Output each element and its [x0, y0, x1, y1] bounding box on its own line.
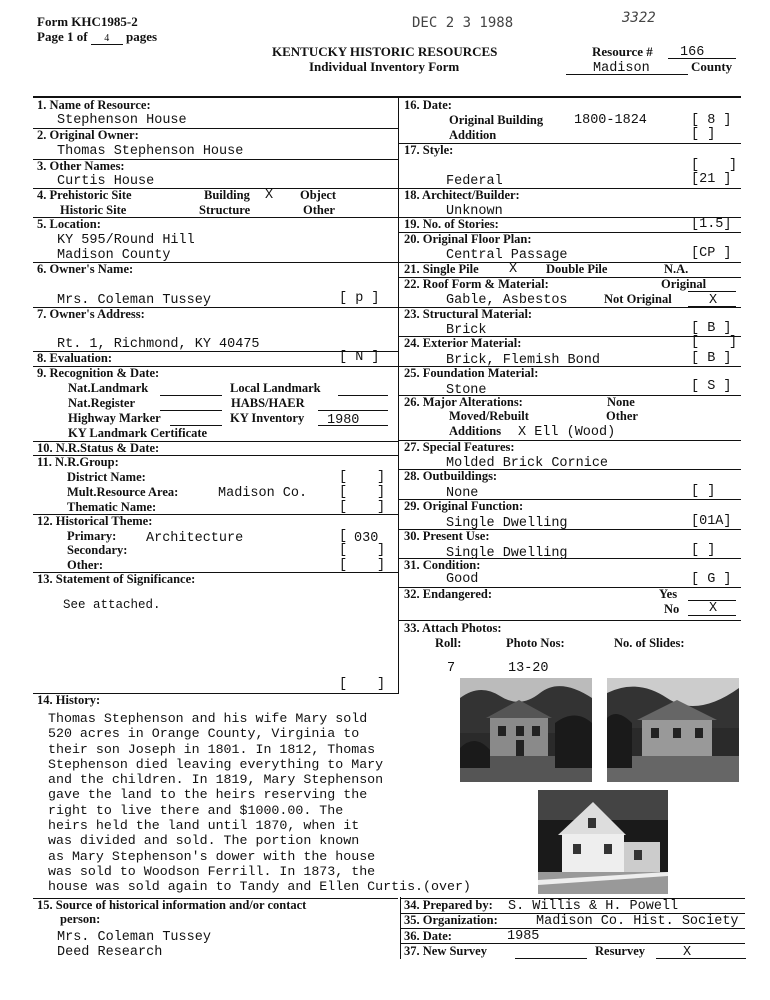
f5-label: 5. Location: [37, 217, 101, 231]
f4-building-mark: X [265, 188, 274, 203]
f27-label: 27. Special Features: [404, 440, 515, 454]
bracket-close: ] [729, 335, 738, 350]
exterior-code: [ B ] [691, 351, 732, 366]
history-line: 520 acres in Orange County, Virginia to [48, 726, 360, 742]
style-value: Federal [446, 174, 503, 189]
f25-label: 25. Foundation Material: [404, 366, 539, 380]
resurvey-mark: X [683, 945, 692, 960]
history-line: and the children. In 1819, Mary Stephenson [48, 772, 384, 788]
page-count [37, 29, 157, 45]
f21-label: 21. Single Pile [404, 262, 479, 276]
bracket-open: [ [691, 335, 700, 350]
owner-address: Rt. 1, Richmond, KY 40475 [57, 337, 260, 352]
f13-label: 13. Statement of Significance: [37, 572, 196, 586]
bracket-open: [ [339, 500, 348, 515]
f9-natlandmark: Nat.Landmark [68, 381, 149, 395]
history-text [48, 711, 471, 895]
f4-structure: Structure [199, 203, 251, 217]
bracket-close: ] [729, 158, 738, 173]
f30-label: 30. Present Use: [404, 529, 490, 543]
additions-value: X Ell (Wood) [518, 425, 616, 440]
original-function-code: [01A] [691, 514, 732, 529]
foundation-code: [ S ] [691, 379, 732, 394]
floor-plan-code: [CP ] [691, 246, 732, 261]
organization-value: Madison Co. Hist. Society [536, 914, 739, 929]
county-label: County [691, 59, 733, 74]
location-line-2: Madison County [57, 248, 171, 263]
other-names: Curtis House [57, 174, 155, 189]
survey-date-value: 1985 [507, 929, 540, 944]
roof-value: Gable, Asbestos [446, 293, 568, 308]
prepared-by-value: S. Willis & H. Powell [508, 899, 679, 914]
f16-orig: Original Building [449, 113, 544, 127]
f11-mult: Mult.Resource Area: [67, 485, 179, 499]
f14-label: 14. History: [37, 693, 101, 707]
primary-theme-code: 030 [354, 531, 379, 546]
form-id: Form KHC1985-2 [37, 14, 138, 29]
f16-add: Addition [449, 128, 497, 142]
bracket-close: ] [377, 677, 386, 692]
style-code: [21 ] [691, 172, 732, 187]
f8-label: 8. Evaluation: [37, 351, 113, 365]
resource-name: Stephenson House [57, 113, 187, 128]
f3-label: 3. Other Names: [37, 159, 125, 173]
f18-label: 18. Architect/Builder: [404, 188, 520, 202]
f33-label: 33. Attach Photos: [404, 621, 502, 635]
original-building-date: 1800-1824 [574, 113, 647, 128]
source-research: Deed Research [57, 945, 163, 960]
f20-label: 20. Original Floor Plan: [404, 232, 532, 246]
f9-highway: Highway Marker [68, 411, 161, 425]
original-owner: Thomas Stephenson House [57, 144, 244, 159]
stories-code: [1.5] [691, 217, 732, 232]
form-title: KENTUCKY HISTORIC RESOURCES [272, 44, 498, 59]
original-building-code: [ 8 ] [691, 113, 732, 128]
owner-code: [ p ] [339, 291, 380, 306]
f26-moved: Moved/Rebuilt [449, 409, 529, 423]
f15-label-1: 15. Source of historical information and/or contact [37, 898, 307, 912]
roll-value: 7 [447, 661, 456, 676]
history-line: was sold to Woodson Ferrill. In 1873, the [48, 863, 376, 879]
f1-label: 1. Name of Resource: [37, 98, 151, 112]
f6-label: 6. Owner's Name: [37, 262, 134, 276]
f36-label: 36. Date: [404, 929, 452, 943]
primary-theme: Architecture [146, 531, 244, 546]
f9-kyinv: KY Inventory [230, 411, 305, 425]
photo-nos-value: 13-20 [508, 661, 549, 676]
bracket-close: ] [377, 558, 386, 573]
f29-label: 29. Original Function: [404, 499, 524, 513]
f33-roll: Roll: [435, 636, 462, 650]
house-photo-2 [607, 678, 739, 782]
bracket-open: [ [339, 558, 348, 573]
f9-local: Local Landmark [230, 381, 321, 395]
f32-no: No [664, 602, 680, 616]
f12-label: 12. Historical Theme: [37, 514, 153, 528]
handwritten-number: 3322 [622, 10, 656, 26]
f17-label: 17. Style: [404, 143, 454, 157]
single-pile-mark: X [509, 262, 518, 277]
f24-label: 24. Exterior Material: [404, 336, 522, 350]
f9-natregister: Nat.Register [68, 396, 135, 410]
history-line: heirs held the land until 1870, when it [48, 818, 360, 834]
special-features-value: Molded Brick Cornice [446, 456, 609, 471]
location-line-1: KY 595/Round Hill [57, 233, 195, 248]
f21-double: Double Pile [546, 262, 608, 276]
history-line: Stephenson died leaving everything to Mary [48, 756, 384, 772]
received-date-stamp: DEC 2 3 1988 [412, 15, 514, 31]
house-photo-3 [538, 790, 668, 894]
exterior-value: Brick, Flemish Bond [446, 353, 600, 368]
f2-label: 2. Original Owner: [37, 128, 139, 142]
addition-code: [ ] [691, 127, 716, 142]
history-line: was divided and sold. The portion known [48, 833, 360, 849]
f37-resurvey: Resurvey [595, 944, 645, 958]
f21-na: N.A. [664, 262, 689, 276]
page-suffix: pages [126, 29, 158, 44]
f32-label: 32. Endangered: [404, 587, 492, 601]
page-total: 4 [91, 33, 123, 45]
source-person: Mrs. Coleman Tussey [57, 930, 211, 945]
structural-value: Brick [446, 323, 487, 338]
f23-label: 23. Structural Material: [404, 307, 533, 321]
f33-photo: Photo Nos: [506, 636, 565, 650]
f10-label: 10. N.R.Status & Date: [37, 441, 160, 455]
endangered-no-mark: X [709, 601, 718, 616]
floor-plan-value: Central Passage [446, 248, 568, 263]
original-function-value: Single Dwelling [446, 516, 568, 531]
structural-code: [ B ] [691, 321, 732, 336]
f4-historic: Historic Site [60, 203, 127, 217]
f4-object: Object [300, 188, 337, 202]
outbuildings-code: [ ] [691, 484, 716, 499]
f26-label: 26. Major Alterations: [404, 395, 523, 409]
f19-label: 19. No. of Stories: [404, 217, 499, 231]
f4-building: Building [204, 188, 250, 202]
f12-primary: Primary: [67, 529, 117, 543]
bracket-open: [ [339, 677, 348, 692]
f22-original: Original [661, 277, 707, 291]
evaluation-code: [ N ] [339, 350, 380, 365]
outbuildings-value: None [446, 486, 479, 501]
not-original-mark: X [709, 293, 718, 308]
present-use-value: Single Dwelling [446, 546, 568, 561]
f9-label: 9. Recognition & Date: [37, 366, 160, 380]
f4-other: Other [303, 203, 335, 217]
f26-none: None [607, 395, 635, 409]
bracket-open: [ [339, 470, 348, 485]
resource-number: 166 [680, 45, 705, 60]
owner-name: Mrs. Coleman Tussey [57, 293, 211, 308]
f11-thematic: Thematic Name: [67, 500, 157, 514]
foundation-value: Stone [446, 383, 487, 398]
f28-label: 28. Outbuildings: [404, 469, 498, 483]
bracket-open: [ [691, 158, 700, 173]
f7-label: 7. Owner's Address: [37, 307, 145, 321]
f16-label: 16. Date: [404, 98, 452, 112]
f26-additions: Additions [449, 424, 502, 438]
page-prefix: Page 1 of [37, 29, 88, 44]
condition-code: [ G ] [691, 572, 732, 587]
bracket-close: ] [377, 543, 386, 558]
f31-label: 31. Condition: [404, 558, 481, 572]
bracket-close: ] [377, 485, 386, 500]
history-line: house was sold again to Tandy and Ellen Curtis.(over) [48, 879, 471, 895]
architect-value: Unknown [446, 204, 503, 219]
county-value: Madison [593, 61, 650, 76]
bracket-open: [ [339, 485, 348, 500]
ky-inventory-year: 1980 [327, 413, 360, 428]
f4-label: 4. Prehistoric Site [37, 188, 132, 202]
condition-value: Good [446, 572, 479, 587]
f26-other: Other [606, 409, 638, 423]
form-subtitle: Individual Inventory Form [309, 59, 460, 74]
history-line: right to live there and $1000.00. The [48, 802, 344, 818]
history-line: as Mary Stephenson's dower with the house [48, 848, 376, 864]
bracket-open: [ [339, 529, 348, 544]
f11-district: District Name: [67, 470, 146, 484]
f22-label: 22. Roof Form & Material: [404, 277, 549, 291]
f11-label: 11. N.R.Group: [37, 455, 119, 469]
present-use-code: [ ] [691, 543, 716, 558]
f33-slides: No. of Slides: [614, 636, 685, 650]
f37-label: 37. New Survey [404, 944, 487, 958]
f9-habs: HABS/HAER [231, 396, 305, 410]
history-line: their son Joseph in 1801. In 1812, Thomas [48, 741, 376, 757]
f35-label: 35. Organization: [404, 913, 498, 927]
resource-label: Resource # [592, 44, 653, 59]
significance-value: See attached. [63, 598, 161, 612]
f12-other: Other: [67, 558, 104, 572]
f9-kylandmark: KY Landmark Certificate [68, 426, 208, 440]
mult-resource-value: Madison Co. [218, 486, 308, 501]
f34-label: 34. Prepared by: [404, 898, 493, 912]
bracket-close: ] [377, 470, 386, 485]
history-line: gave the land to the heirs reserving the [48, 787, 368, 803]
history-line: Thomas Stephenson and his wife Mary sold [48, 711, 368, 726]
f15-label-2: person: [60, 912, 101, 926]
f12-secondary: Secondary: [67, 543, 128, 557]
bracket-close: ] [377, 500, 386, 515]
f32-yes: Yes [659, 587, 678, 601]
f22-notorig: Not Original [604, 292, 672, 306]
bracket-open: [ [339, 543, 348, 558]
house-photo-1 [460, 678, 592, 782]
